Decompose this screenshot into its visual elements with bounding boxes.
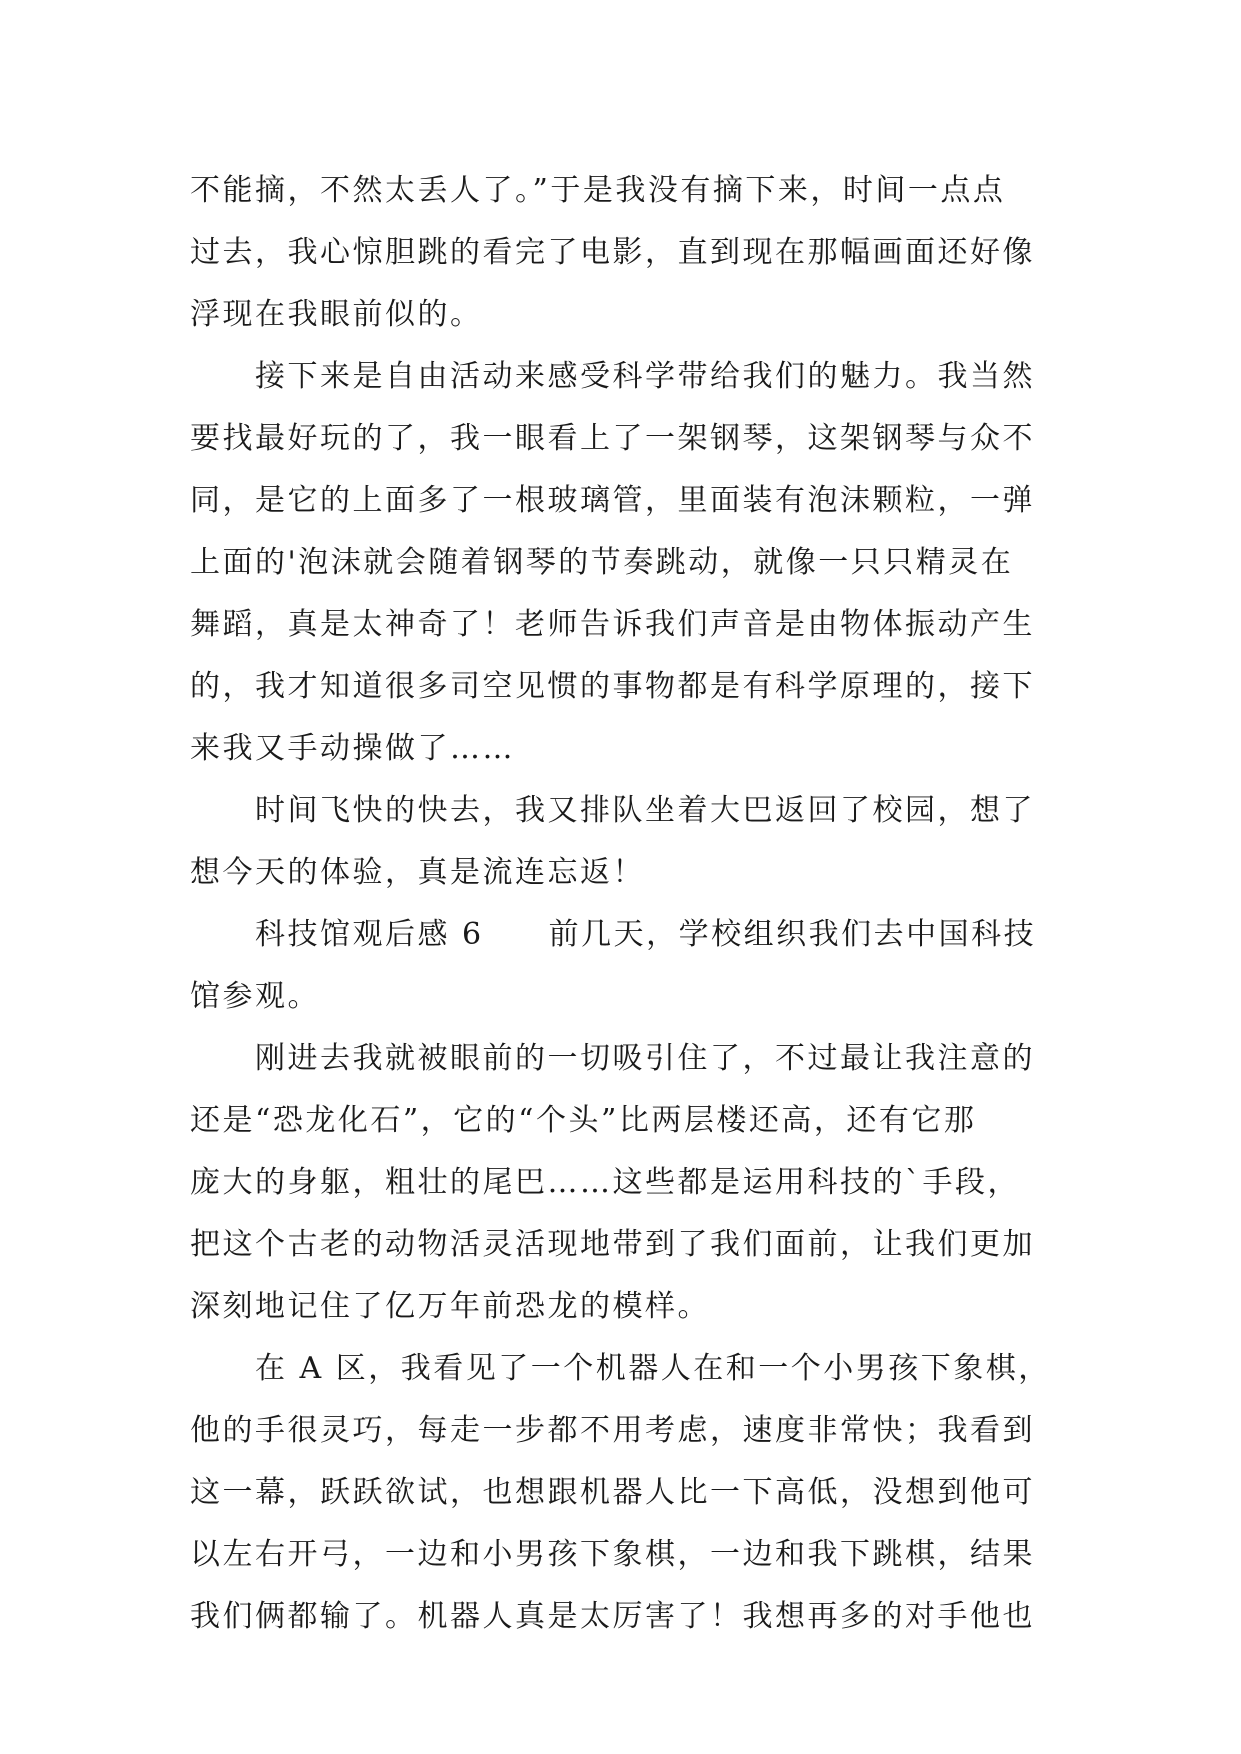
text-line: 科技馆观后感 6 前几天，学校组织我们去中国科技	[190, 917, 1037, 952]
text-line: 不能摘，不然太丢人了。”于是我没有摘下来，时间一点点	[190, 173, 1006, 208]
text-line: 我们俩都输了。机器人真是太厉害了！我想再多的对手他也	[190, 1599, 1035, 1634]
text-line: 浮现在我眼前似的。	[190, 297, 483, 332]
text-line: 想今天的体验，真是流连忘返！	[190, 855, 645, 890]
text-line: 来我又手动操做了……	[190, 731, 515, 766]
text-line: 馆参观。	[190, 979, 320, 1014]
text-line: 接下来是自由活动来感受科学带给我们的魅力。我当然	[190, 359, 1035, 394]
text-line: 舞蹈，真是太神奇了！老师告诉我们声音是由物体振动产生	[190, 607, 1035, 642]
text-line: 这一幕，跃跃欲试，也想跟机器人比一下高低，没想到他可	[190, 1475, 1035, 1510]
text-line: 上面的'泡沫就会随着钢琴的节奏跳动，就像一只只精灵在	[190, 545, 1014, 580]
text-line: 还是“恐龙化石”，它的“个头”比两层楼还高，还有它那	[190, 1103, 977, 1138]
text-line: 要找最好玩的了，我一眼看上了一架钢琴，这架钢琴与众不	[190, 421, 1035, 456]
text-line: 在 A 区，我看见了一个机器人在和一个小男孩下象棋，	[190, 1351, 1051, 1386]
document-page	[190, 160, 1050, 1648]
text-line: 他的手很灵巧，每走一步都不用考虑，速度非常快；我看到	[190, 1413, 1035, 1448]
text-line: 以左右开弓，一边和小男孩下象棋，一边和我下跳棋，结果	[190, 1537, 1035, 1572]
text-line: 的，我才知道很多司空见惯的事物都是有科学原理的，接下	[190, 669, 1035, 704]
text-line: 庞大的身躯，粗壮的尾巴……这些都是运用科技的`手段，	[190, 1165, 1020, 1200]
text-line: 时间飞快的快去，我又排队坐着大巴返回了校园，想了	[190, 793, 1035, 828]
text-line: 刚进去我就被眼前的一切吸引住了，不过最让我注意的	[190, 1041, 1035, 1076]
text-line: 深刻地记住了亿万年前恐龙的模样。	[190, 1289, 710, 1324]
text-line: 同，是它的上面多了一根玻璃管，里面装有泡沫颗粒，一弹	[190, 483, 1035, 518]
text-line: 过去，我心惊胆跳的看完了电影，直到现在那幅画面还好像	[190, 235, 1035, 270]
text-line: 把这个古老的动物活灵活现地带到了我们面前，让我们更加	[190, 1227, 1035, 1262]
